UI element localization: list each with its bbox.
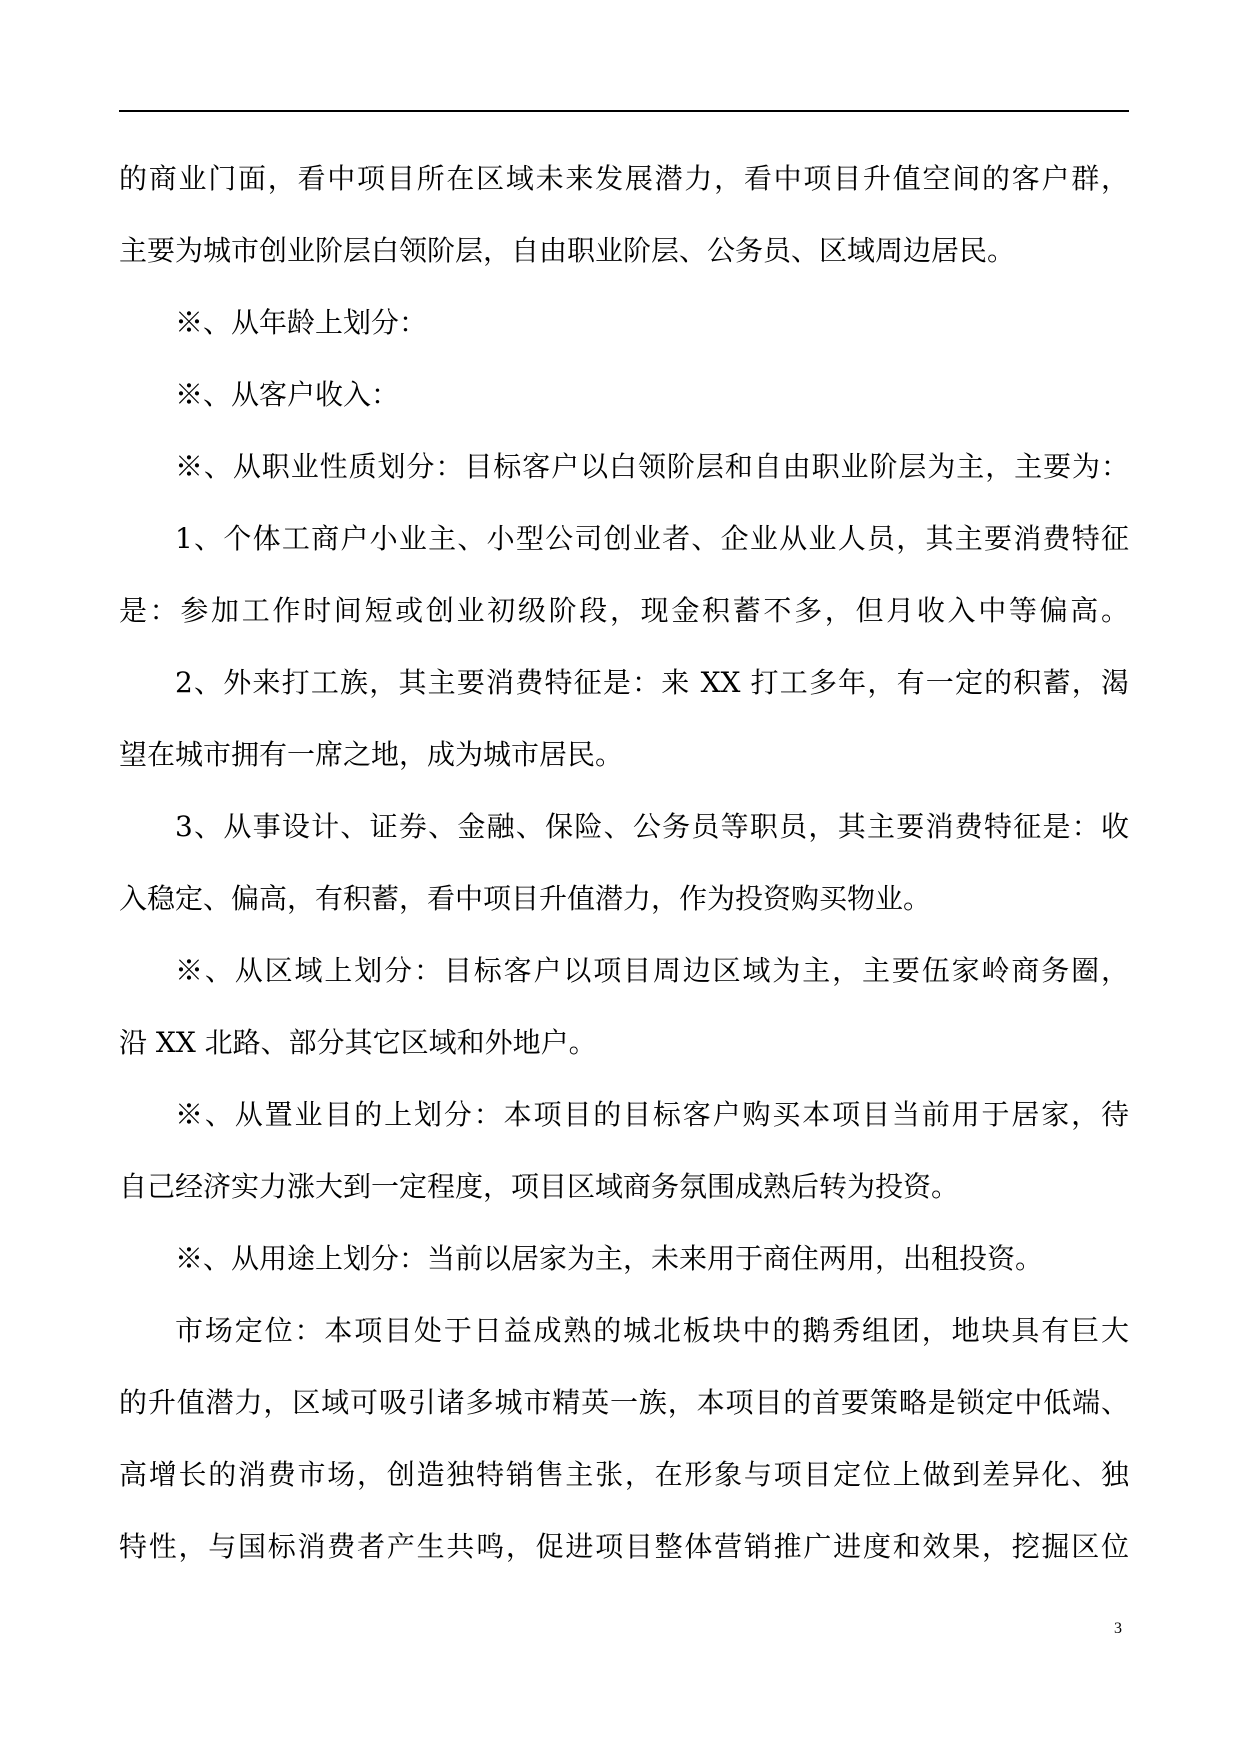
body-text [119, 148, 1129, 1588]
text-line: 的商业门面，看中项目所在区域未来发展潜力，看中项目升值空间的客户群， [119, 162, 1129, 195]
text-line: ※、从区域上划分：目标客户以项目周边区域为主，主要伍家岭商务圈， [175, 954, 1129, 987]
text-line: 望在城市拥有一席之地，成为城市居民。 [119, 738, 624, 771]
text-line: 3、从事设计、证券、金融、保险、公务员等职员，其主要消费特征是：收 [175, 810, 1129, 843]
text-line: 1、个体工商户小业主、小型公司创业者、企业从业人员，其主要消费特征 [175, 522, 1129, 555]
text-line: 主要为城市创业阶层白领阶层，自由职业阶层、公务员、区域周边居民。 [119, 234, 1016, 267]
text-line: 2、外来打工族，其主要消费特征是：来 XX 打工多年，有一定的积蓄，渴 [175, 666, 1129, 699]
text-line: 入稳定、偏高，有积蓄，看中项目升值潜力，作为投资购买物业。 [119, 882, 932, 915]
text-line: ※、从置业目的上划分：本项目的目标客户购买本项目当前用于居家，待 [175, 1098, 1129, 1131]
text-line: 是：参加工作时间短或创业初级阶段，现金积蓄不多，但月收入中等偏高。 [119, 594, 1129, 627]
text-line: ※、从客户收入： [175, 378, 400, 411]
page-number: 3 [1114, 1620, 1122, 1637]
header-rule [119, 110, 1129, 112]
text-line: ※、从职业性质划分：目标客户以白领阶层和自由职业阶层为主，主要为： [175, 450, 1129, 483]
text-line: 自己经济实力涨大到一定程度，项目区域商务氛围成熟后转为投资。 [119, 1170, 960, 1203]
text-line: ※、从年龄上划分： [175, 306, 428, 339]
text-line: 的升值潜力，区域可吸引诸多城市精英一族，本项目的首要策略是锁定中低端、 [119, 1386, 1129, 1419]
text-line: 特性，与国标消费者产生共鸣，促进项目整体营销推广进度和效果，挖掘区位 [119, 1530, 1129, 1563]
text-line: 市场定位：本项目处于日益成熟的城北板块中的鹅秀组团，地块具有巨大 [175, 1314, 1129, 1347]
text-line: ※、从用途上划分：当前以居家为主，未来用于商住两用，出租投资。 [175, 1242, 1044, 1275]
text-line: 高增长的消费市场，创造独特销售主张，在形象与项目定位上做到差异化、独 [119, 1458, 1129, 1491]
text-line: 沿 XX 北路、部分其它区域和外地户。 [119, 1026, 597, 1059]
